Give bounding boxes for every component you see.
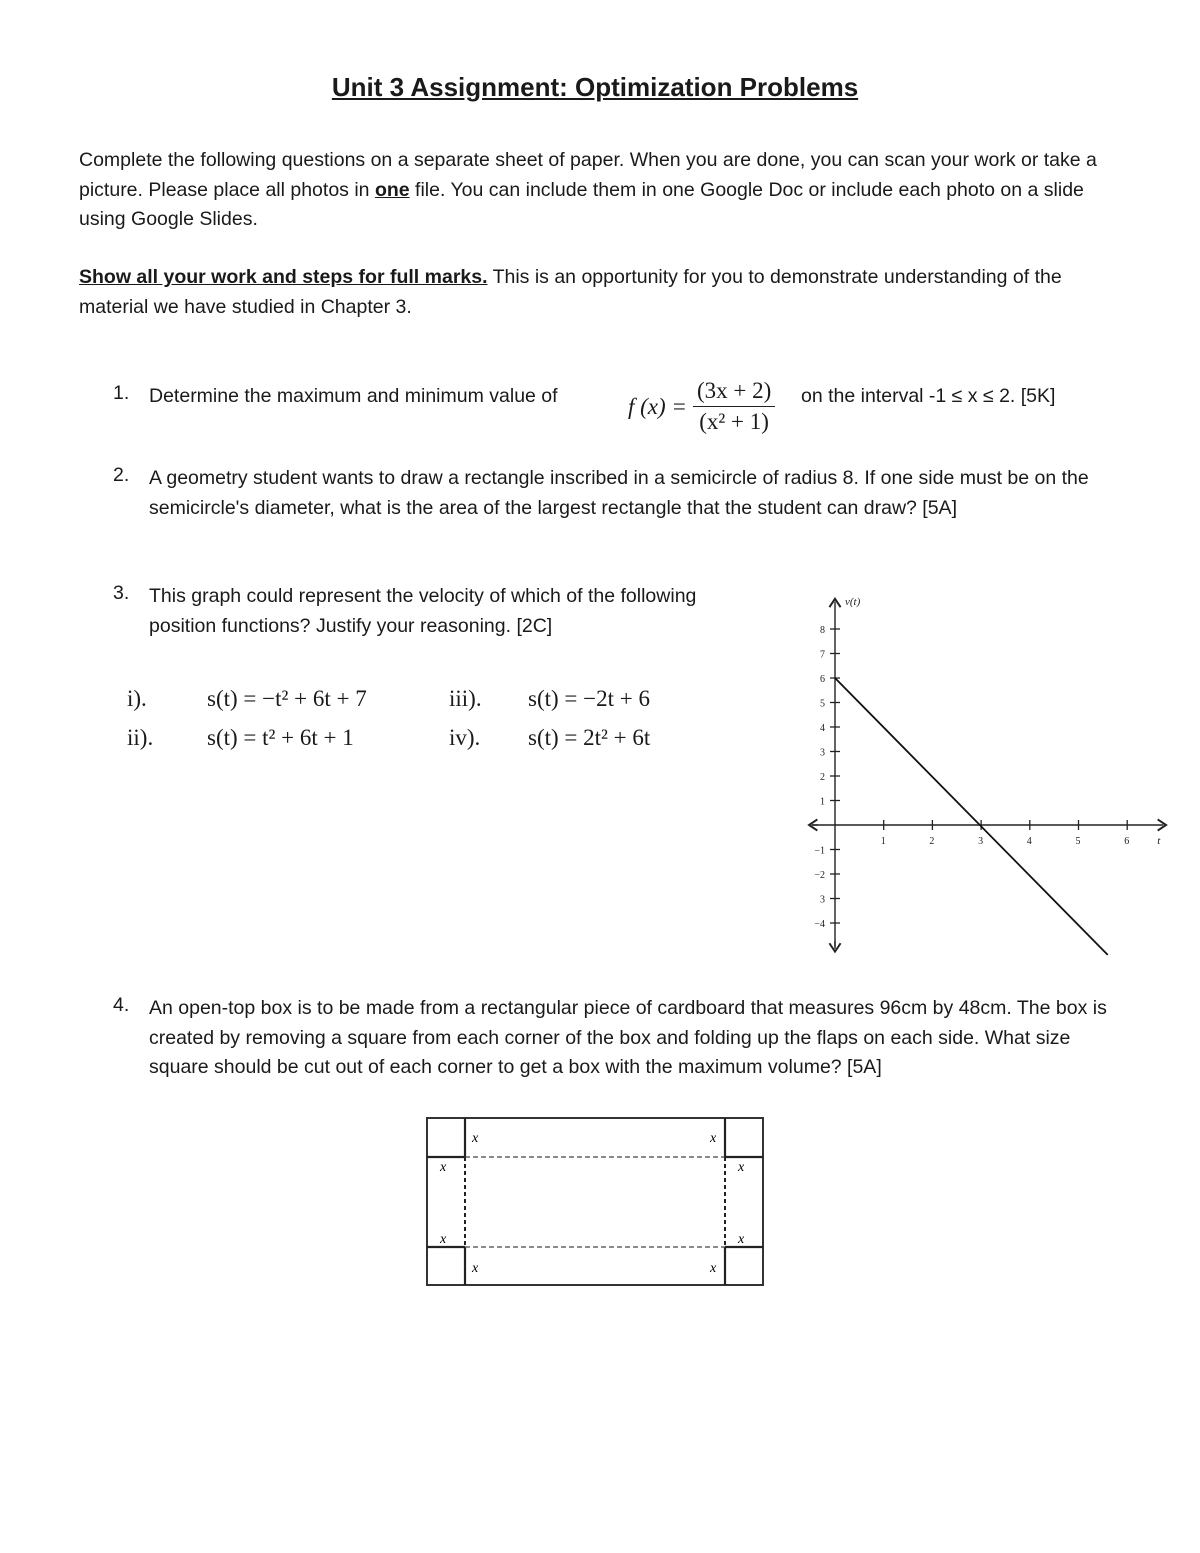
y-tick-label: 3 <box>820 747 825 759</box>
instructions-paragraph <box>79 146 1129 235</box>
q1-number: 1. <box>113 382 130 404</box>
corner-label-x: x <box>710 1261 717 1276</box>
corner-label-x: x <box>738 1160 745 1175</box>
q2-number: 2. <box>113 464 130 486</box>
work-note-emphasis: Show all your work and steps for full marks. <box>79 266 488 288</box>
q1-numerator: (3x + 2) <box>693 378 775 407</box>
q1-fraction <box>693 378 775 435</box>
y-tick-label: −4 <box>814 919 825 930</box>
velocity-line <box>835 678 1108 955</box>
x-tick-label: 4 <box>1026 836 1032 847</box>
corner-label-x: x <box>472 1261 479 1276</box>
q4-text: An open-top box is to be made from a rectangular piece of cardboard that measures 96cm by 48cm. The box is created by removing a square from each corner of the box and folding up the flaps on each side. What size square should be cut out of each corner to get a box with the maximum volume? [5A] <box>149 997 1107 1078</box>
q3-option-iii-expression: s(t) = −2t + 6 <box>528 686 650 711</box>
x-tick-label: 6 <box>1124 836 1130 847</box>
work-note-paragraph <box>79 263 1129 322</box>
corner-label-x: x <box>440 1232 447 1247</box>
q3-text: This graph could represent the velocity of which of the following position functions? Justify your reasoning. [2C] <box>149 585 697 637</box>
y-tick-label: 4 <box>820 723 825 734</box>
q1-function <box>628 378 775 435</box>
q3-option-iii-label: iii). <box>449 686 482 711</box>
x-tick-label: 3 <box>978 836 984 847</box>
y-tick-label: 5 <box>820 698 825 710</box>
corner-label-x: x <box>738 1232 745 1247</box>
x-tick-label: 1 <box>880 836 886 847</box>
instructions-text-b: file. You can include them in one Google Doc or include each photo on a slide using Google Slides. <box>79 178 1084 230</box>
y-tick-label: −1 <box>814 845 825 857</box>
q3-option-iv-expression: s(t) = 2t² + 6t <box>528 725 651 750</box>
y-tick-label: 8 <box>820 625 825 636</box>
q3-option-iv-label: iv). <box>449 725 481 750</box>
y-tick-label: 1 <box>820 796 825 808</box>
corner-label-x: x <box>710 1131 717 1146</box>
y-tick-label: 7 <box>820 649 825 661</box>
q3-option-ii-expression: s(t) = t² + 6t + 1 <box>207 725 354 750</box>
y-axis-label: v(t) <box>845 596 861 608</box>
q2-text: A geometry student wants to draw a rectangle inscribed in a semicircle of radius 8. If one side must be on the semicircle's diameter, what is the area of the largest rectangle that the student can draw? [5A] <box>149 467 1089 519</box>
q1-denominator: (x² + 1) <box>699 409 769 434</box>
x-tick-label: 2 <box>929 836 935 847</box>
work-note-text: This is an opportunity for you to demonstrate understanding of the material we have studied in Chapter 3. <box>79 266 1062 318</box>
q1-text: Determine the maximum and minimum value of <box>149 385 558 407</box>
y-tick-label: −2 <box>814 870 825 881</box>
q3-option-i-expression: s(t) = −t² + 6t + 7 <box>207 686 367 711</box>
page-title: Unit 3 Assignment: Optimization Problems <box>331 72 859 102</box>
q1-interval: on the interval -1 ≤ x ≤ 2. [5K] <box>801 385 1056 407</box>
q3-option-ii-label: ii). <box>127 725 154 750</box>
instructions-emphasis: one <box>374 178 410 201</box>
q1-function-lhs: f (x) = <box>628 393 687 419</box>
q4-number: 4. <box>113 994 130 1016</box>
q3-option-i-label: i). <box>127 686 147 711</box>
y-tick-label: 3 <box>820 894 825 906</box>
x-tick-label: 5 <box>1075 836 1081 847</box>
corner-label-x: x <box>472 1131 479 1146</box>
q3-number: 3. <box>113 582 130 604</box>
corner-label-x: x <box>440 1160 447 1175</box>
y-tick-label: 6 <box>820 674 825 685</box>
y-tick-label: 2 <box>820 772 825 783</box>
velocity-graph <box>795 585 1175 965</box>
instructions-text-a: Complete the following questions on a separate sheet of paper. When you are done, you can scan your work or take a picture. Please place all photos in <box>79 149 1097 201</box>
cardboard-diagram <box>420 1112 772 1294</box>
x-axis-label: t <box>1157 835 1161 847</box>
